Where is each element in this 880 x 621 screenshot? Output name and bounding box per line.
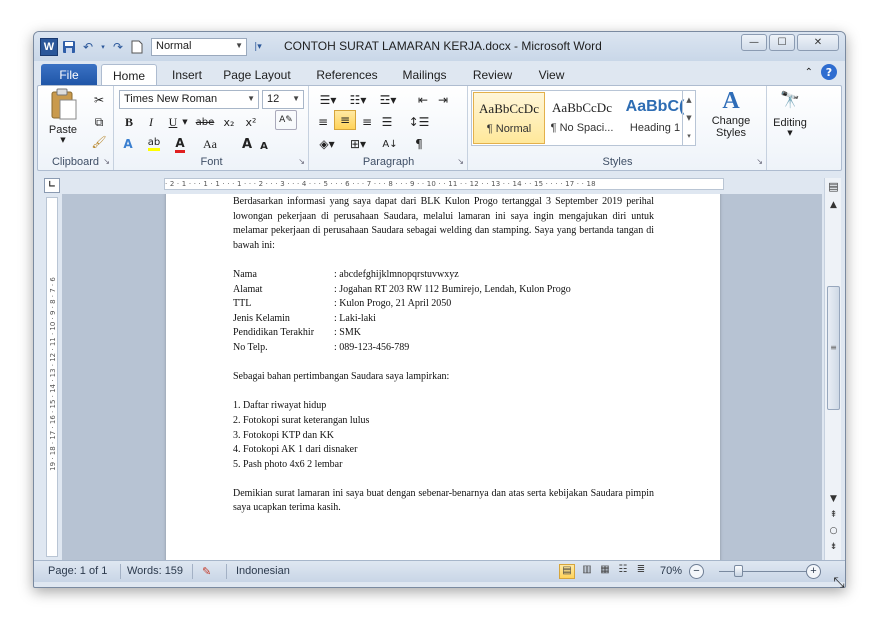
- paste-button[interactable]: [44, 88, 82, 146]
- chevron-down-icon: ▼: [787, 129, 793, 137]
- dialog-launcher-icon[interactable]: ↘: [457, 157, 464, 166]
- previous-page-icon[interactable]: ⇞: [829, 510, 838, 520]
- vertical-ruler[interactable]: [46, 197, 58, 557]
- borders-icon[interactable]: ⊞▾: [349, 137, 367, 151]
- field-key: Pendidikan Terakhir: [233, 327, 315, 339]
- document-area: [62, 194, 822, 560]
- field-value: : SMK: [334, 327, 361, 339]
- attachment-item: 3. Fotokopi KTP dan KK: [233, 429, 335, 441]
- show-formatting-marks-button[interactable]: ¶: [415, 137, 423, 151]
- vertical-scrollbar[interactable]: [824, 178, 841, 560]
- field-value: : Laki-laki: [334, 312, 376, 324]
- ribbon-help-area: [805, 61, 837, 83]
- align-right-icon[interactable]: ≡: [361, 115, 373, 129]
- shading-icon[interactable]: ◈▾: [319, 137, 335, 151]
- styles-label: Styles: [602, 156, 633, 168]
- zoom-level[interactable]: 70%: [660, 565, 683, 577]
- resize-grip-icon[interactable]: ⤡: [833, 575, 845, 591]
- minimize-ribbon-icon[interactable]: ⌃: [804, 66, 813, 78]
- status-divider: [120, 564, 121, 579]
- field-key: Jenis Kelamin: [233, 312, 290, 324]
- more-styles-icon[interactable]: ▾: [687, 132, 691, 140]
- font-group: [115, 86, 309, 170]
- word-count[interactable]: Words: 159: [127, 565, 184, 577]
- full-screen-reading-icon[interactable]: ▥: [582, 564, 592, 575]
- chevron-down-icon[interactable]: ▼: [182, 118, 188, 126]
- shrink-font-button[interactable]: A: [260, 140, 268, 152]
- dialog-launcher-icon[interactable]: ↘: [103, 157, 110, 166]
- horizontal-ruler[interactable]: [164, 178, 724, 190]
- intro-paragraph: Berdasarkan informasi yang saya dapat dari BLK Kulon Progo tertanggal 3 September 2019 perihal lowongan pekerjaan di perusahaan Saudara, melalui lamaran ini saya ingin mengajukan diri untuk melamar pekerjaan di perusahaan Saudara sebagai welding dan stamping. Saya yang bertanda tangan di bawah ini:: [233, 196, 654, 251]
- blank-line: [233, 356, 654, 371]
- bold-button[interactable]: B: [124, 114, 133, 129]
- font-label: Font: [200, 156, 223, 168]
- style-heading-1[interactable]: [619, 92, 691, 144]
- font-name-value: Times New Roman: [124, 93, 218, 105]
- scroll-thumb[interactable]: [827, 286, 840, 410]
- scroll-up-icon[interactable]: ▲: [830, 200, 837, 210]
- title-bar: [34, 32, 845, 61]
- field-key: Alamat: [233, 283, 263, 295]
- paragraph-label: Paragraph: [362, 156, 415, 168]
- paragraph-group: [310, 86, 468, 170]
- tab-view[interactable]: View: [538, 68, 565, 82]
- select-browse-object-icon[interactable]: ○: [829, 526, 838, 536]
- change-styles-label: Change Styles: [711, 115, 751, 139]
- redo-icon[interactable]: ↷: [112, 40, 124, 54]
- align-left-icon[interactable]: ≡: [317, 115, 329, 129]
- chevron-down-icon: ▼: [247, 94, 255, 103]
- decrease-indent-icon[interactable]: ⇤: [417, 93, 429, 107]
- attachment-item: 4. Fotokopi AK 1 dari disnaker: [233, 444, 358, 456]
- change-styles-icon: A: [722, 88, 740, 114]
- superscript-button[interactable]: x²: [245, 115, 257, 129]
- format-painter-icon[interactable]: 🖌: [91, 135, 107, 149]
- tab-mailings[interactable]: Mailings: [402, 68, 447, 82]
- vertical-ruler-marks: 19 · 18 · 17 · 16 · 15 · 14 · 13 · 12 · 11 · 10 · 9 · 8 · 7 · 6: [49, 277, 57, 471]
- language[interactable]: Indonesian: [236, 565, 290, 577]
- font-color-icon[interactable]: A: [171, 134, 189, 154]
- field-row: [233, 283, 654, 298]
- styles-gallery: [471, 90, 696, 146]
- outline-icon[interactable]: ☷: [618, 564, 628, 575]
- window-title: CONTOH SURAT LAMARAN KERJA.docx - Microsoft Word: [284, 39, 602, 53]
- field-key: Nama: [233, 268, 257, 280]
- proofing-icon[interactable]: ✎: [202, 566, 212, 578]
- text-effects-icon[interactable]: A: [123, 137, 133, 151]
- web-layout-icon[interactable]: ▦: [600, 564, 610, 575]
- closing-paragraph: Demikian surat lamaran ini saya buat dengan sebenar-benarnya dan atas serta kebijakan Saudara pimpin saya ucapkan terima kasih.: [233, 487, 654, 514]
- clipboard-group: [38, 86, 114, 170]
- help-icon[interactable]: ?: [821, 64, 837, 80]
- minimize-button[interactable]: —: [741, 34, 767, 51]
- field-row: [233, 312, 654, 327]
- word-window: [33, 31, 846, 591]
- status-divider: [226, 564, 227, 579]
- field-row: [233, 297, 654, 312]
- copy-icon[interactable]: ⧉: [94, 114, 104, 129]
- document-page[interactable]: [166, 194, 720, 560]
- style-preview: AaBbCcDc: [479, 101, 539, 116]
- clear-formatting-icon[interactable]: A✎: [275, 110, 297, 130]
- style-name: Heading 1: [629, 122, 681, 134]
- clipboard-label: Clipboard: [51, 156, 100, 168]
- tab-references[interactable]: References: [316, 68, 378, 82]
- scroll-down-icon[interactable]: ▼: [830, 494, 837, 504]
- tab-page-layout[interactable]: Page Layout: [223, 68, 291, 82]
- justify-icon[interactable]: ☰: [381, 115, 393, 129]
- chevron-down-icon: ▼: [60, 136, 66, 144]
- highlight-icon[interactable]: ab: [143, 134, 165, 154]
- grow-font-button[interactable]: A: [241, 136, 253, 152]
- style-normal[interactable]: [473, 92, 545, 144]
- change-styles-button[interactable]: [701, 88, 761, 150]
- style-name: ¶ No Spaci...: [550, 122, 614, 134]
- zoom-out-icon[interactable]: −: [689, 564, 704, 579]
- paste-label: Paste: [48, 124, 78, 136]
- cut-icon[interactable]: ✂: [93, 93, 105, 107]
- multilevel-list-icon[interactable]: ☲▾: [379, 93, 397, 107]
- ribbon: [37, 85, 842, 171]
- field-row: [233, 341, 654, 356]
- print-layout-icon[interactable]: ▤: [559, 564, 575, 579]
- grip-icon: ≡: [830, 343, 837, 352]
- dialog-launcher-icon[interactable]: ↘: [298, 157, 305, 166]
- attachment-item: 2. Fotokopi surat keterangan lulus: [233, 414, 370, 426]
- tab-insert[interactable]: Insert: [171, 68, 202, 82]
- line-spacing-icon[interactable]: ↕☰: [408, 115, 430, 129]
- customize-toolbar-icon[interactable]: |▾: [254, 42, 262, 52]
- window-controls: [741, 34, 839, 51]
- status-bar: [34, 560, 845, 582]
- word-app-icon[interactable]: W: [40, 38, 58, 56]
- tab-review[interactable]: Review: [472, 68, 513, 82]
- draft-icon[interactable]: ≣: [636, 564, 646, 575]
- styles-gallery-scroll[interactable]: [682, 91, 695, 145]
- field-value: : Jogahan RT 203 RW 112 Bumirejo, Lendah, Kulon Progo: [334, 283, 571, 295]
- clipboard-group-label: [38, 156, 113, 168]
- paste-icon: [48, 88, 78, 120]
- style-no-spacing[interactable]: [546, 92, 618, 144]
- attachment-item: 1. Daftar riwayat hidup: [233, 400, 327, 412]
- styles-group: [469, 86, 767, 170]
- page-count[interactable]: Page: 1 of 1: [48, 565, 108, 577]
- style-combo-box[interactable]: [151, 38, 247, 56]
- italic-button[interactable]: I: [149, 114, 153, 129]
- new-document-icon[interactable]: [129, 39, 145, 55]
- blank-line: [233, 253, 654, 268]
- field-value: : abcdefghijklmnopqrstuvwxyz: [334, 268, 459, 280]
- editing-label: Editing: [773, 117, 807, 129]
- chevron-up-icon[interactable]: ▲: [686, 96, 692, 104]
- maximize-button[interactable]: ☐: [769, 34, 795, 51]
- attachments-intro: Sebagai bahan pertimbangan Saudara saya lampirkan:: [233, 371, 450, 383]
- blank-line: [233, 385, 654, 400]
- subscript-button[interactable]: x₂: [223, 115, 235, 129]
- font-group-label: [115, 156, 308, 168]
- font-size-value: 12: [267, 93, 280, 105]
- attachment-item: 5. Pash photo 4x6 2 lembar: [233, 458, 343, 470]
- editing-button[interactable]: [768, 90, 812, 137]
- strikethrough-button[interactable]: abe: [195, 116, 215, 128]
- chevron-down-icon[interactable]: ▼: [686, 114, 692, 122]
- next-page-icon[interactable]: ⇟: [829, 542, 838, 552]
- field-value: : Kulon Progo, 21 April 2050: [334, 298, 452, 310]
- blank-line: [233, 472, 654, 487]
- font-name-combo[interactable]: [119, 90, 259, 109]
- quick-access-toolbar: [40, 37, 266, 57]
- editing-group: [768, 86, 812, 170]
- field-value: : 089-123-456-789: [334, 341, 410, 353]
- binoculars-icon: 🔭: [780, 90, 800, 109]
- view-ruler-icon[interactable]: ▤: [828, 180, 839, 193]
- dialog-launcher-icon[interactable]: ↘: [756, 157, 763, 166]
- font-size-combo[interactable]: [262, 90, 304, 109]
- tab-file[interactable]: File: [41, 64, 97, 85]
- zoom-slider-thumb[interactable]: [734, 565, 743, 577]
- undo-dropdown-icon[interactable]: ▾: [101, 43, 105, 51]
- horizontal-ruler-marks: · 2 · 1 · · · 1 · 1 · · · 1 · · · 2 · · · 3 · · · 4 · · · 5 · · · 6 · · · 7 · · · 8 · · · 9 · · 10 · · 11 · · 12 · · 13 · · 14 · · 15 · · · · 17 · · 18: [165, 180, 596, 188]
- document-body[interactable]: [233, 195, 654, 516]
- style-preview: AaBbC(: [625, 98, 685, 115]
- styles-group-label: [469, 156, 766, 168]
- tab-selector-button[interactable]: ∟: [44, 178, 60, 193]
- change-case-button[interactable]: Aa: [203, 136, 217, 151]
- underline-button[interactable]: U: [168, 114, 178, 129]
- chevron-down-icon: ▼: [292, 94, 300, 103]
- paragraph-group-label: [310, 156, 467, 168]
- increase-indent-icon[interactable]: ⇥: [437, 93, 449, 107]
- center-align-icon[interactable]: ≡: [334, 110, 356, 130]
- style-combo-value: Normal: [156, 40, 192, 52]
- numbering-icon[interactable]: ☷▾: [349, 93, 367, 107]
- undo-icon[interactable]: ↶: [82, 40, 94, 54]
- field-row: [233, 326, 654, 341]
- status-divider: [192, 564, 193, 579]
- save-icon[interactable]: [61, 39, 77, 55]
- tab-home[interactable]: Home: [101, 64, 157, 85]
- ribbon-tabs: [34, 61, 845, 85]
- style-preview: AaBbCcDc: [552, 100, 612, 115]
- sort-icon[interactable]: A↓: [382, 138, 398, 150]
- style-name: ¶ Normal: [486, 123, 532, 135]
- bullets-icon[interactable]: ☰▾: [319, 93, 337, 107]
- field-key: TTL: [233, 298, 252, 310]
- field-key: No Telp.: [233, 341, 268, 353]
- close-button[interactable]: ✕: [797, 34, 839, 51]
- chevron-down-icon: ▼: [235, 41, 243, 50]
- field-row: [233, 268, 654, 283]
- zoom-in-icon[interactable]: +: [806, 564, 821, 579]
